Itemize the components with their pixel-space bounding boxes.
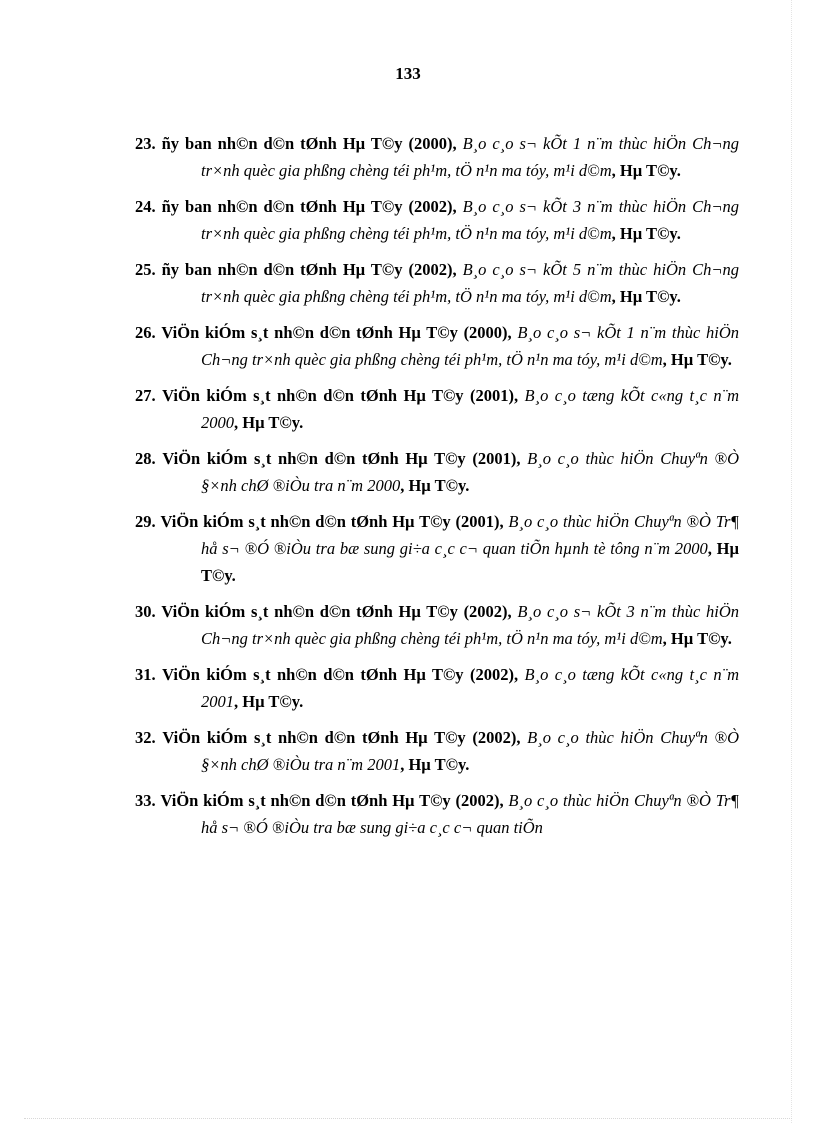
- reference-item: [135, 724, 739, 778]
- reference-place: , Hµ T©y.: [400, 755, 470, 774]
- reference-number: 29.: [135, 512, 156, 531]
- reference-place: , Hµ T©y.: [662, 629, 732, 648]
- reference-author: ViÖn kiÓm s¸t nh©n d©n tØnh Hµ T©y (2001),: [160, 512, 504, 531]
- reference-place: , Hµ T©y.: [234, 692, 304, 711]
- reference-author: ViÖn kiÓm s¸t nh©n d©n tØnh Hµ T©y (2002),: [162, 728, 521, 747]
- reference-number: 30.: [135, 602, 156, 621]
- reference-title: B¸o c¸o tæng kÕt c«ng t¸c n¨m 2001: [201, 665, 740, 711]
- reference-item: [135, 382, 739, 436]
- reference-place: , Hµ T©y.: [611, 287, 681, 306]
- reference-item: [135, 256, 739, 310]
- reference-author: ViÖn kiÓm s¸t nh©n d©n tØnh Hµ T©y (2002),: [162, 665, 519, 684]
- reference-author: ViÖn kiÓm s¸t nh©n d©n tØnh Hµ T©y (2002),: [161, 602, 512, 621]
- reference-number: 33.: [135, 791, 156, 810]
- reference-title: B¸o c¸o s¬ kÕt 3 n¨m thùc hiÖn Ch¬ng tr×nh quèc gia phßng chèng téi ph¹m, tÖ n¹n ma tóy, m¹i d©m: [201, 197, 740, 243]
- reference-author: ñy ban nh©n d©n tØnh Hµ T©y (2000),: [161, 134, 457, 153]
- reference-place: , Hµ T©y.: [234, 413, 304, 432]
- reference-number: 27.: [135, 386, 156, 405]
- reference-number: 24.: [135, 197, 156, 216]
- reference-author: ñy ban nh©n d©n tØnh Hµ T©y (2002),: [161, 197, 457, 216]
- reference-author: ñy ban nh©n d©n tØnh Hµ T©y (2002),: [161, 260, 457, 279]
- reference-number: 31.: [135, 665, 156, 684]
- reference-title: B¸o c¸o thùc hiÖn Chuyªn ®Ò Tr¶ hå s¬ ®Ó ®iÒu tra bæ sung gi÷a c¸c c¬ quan tiÕn: [201, 791, 740, 837]
- reference-item: [135, 130, 739, 184]
- reference-item: [135, 508, 739, 589]
- reference-item: [135, 661, 739, 715]
- reference-author: ViÖn kiÓm s¸t nh©n d©n tØnh Hµ T©y (2002),: [160, 791, 504, 810]
- reference-place: , Hµ T©y.: [662, 350, 732, 369]
- reference-item: [135, 598, 739, 652]
- reference-place: , Hµ T©y.: [201, 539, 740, 585]
- reference-item: [135, 787, 739, 841]
- page-number: 133: [395, 64, 421, 83]
- reference-place: , Hµ T©y.: [611, 224, 681, 243]
- reference-number: 28.: [135, 449, 156, 468]
- reference-number: 25.: [135, 260, 156, 279]
- reference-title: B¸o c¸o s¬ kÕt 1 n¨m thùc hiÖn Ch¬ng tr×nh quèc gia phßng chèng téi ph¹m, tÖ n¹n ma tóy, m¹i d©m: [201, 134, 740, 180]
- page-edge-guide: [791, 0, 792, 1123]
- reference-author: ViÖn kiÓm s¸t nh©n d©n tØnh Hµ T©y (2000),: [161, 323, 512, 342]
- reference-number: 23.: [135, 134, 156, 153]
- reference-item: [135, 319, 739, 373]
- reference-place: , Hµ T©y.: [400, 476, 470, 495]
- reference-list: [135, 130, 739, 850]
- reference-title: B¸o c¸o thùc hiÖn Chuyªn ®Ò §×nh chØ ®iÒu tra n¨m 2001: [201, 728, 740, 774]
- reference-title: B¸o c¸o s¬ kÕt 3 n¨m thùc hiÖn Ch¬ng tr×nh quèc gia phßng chèng téi ph¹m, tÖ n¹n ma tóy, m¹i d©m: [201, 602, 740, 648]
- reference-number: 26.: [135, 323, 156, 342]
- reference-place: , Hµ T©y.: [611, 161, 681, 180]
- page-bottom-guide: [24, 1118, 792, 1119]
- reference-author: ViÖn kiÓm s¸t nh©n d©n tØnh Hµ T©y (2001),: [162, 449, 521, 468]
- reference-item: [135, 193, 739, 247]
- reference-title: B¸o c¸o thùc hiÖn Chuyªn ®Ò §×nh chØ ®iÒu tra n¨m 2000: [201, 449, 740, 495]
- reference-item: [135, 445, 739, 499]
- reference-number: 32.: [135, 728, 156, 747]
- reference-title: B¸o c¸o thùc hiÖn Chuyªn ®Ò Tr¶ hå s¬ ®Ó ®iÒu tra bæ sung gi÷a c¸c c¬ quan tiÕn hµnh tè tông n¨m 2000: [201, 512, 740, 558]
- reference-title: B¸o c¸o s¬ kÕt 5 n¨m thùc hiÖn Ch¬ng tr×nh quèc gia phßng chèng téi ph¹m, tÖ n¹n ma tóy, m¹i d©m: [201, 260, 740, 306]
- reference-title: B¸o c¸o s¬ kÕt 1 n¨m thùc hiÖn Ch¬ng tr×nh quèc gia phßng chèng téi ph¹m, tÖ n¹n ma tóy, m¹i d©m: [201, 323, 740, 369]
- reference-author: ViÖn kiÓm s¸t nh©n d©n tØnh Hµ T©y (2001),: [162, 386, 519, 405]
- reference-title: B¸o c¸o tæng kÕt c«ng t¸c n¨m 2000: [201, 386, 740, 432]
